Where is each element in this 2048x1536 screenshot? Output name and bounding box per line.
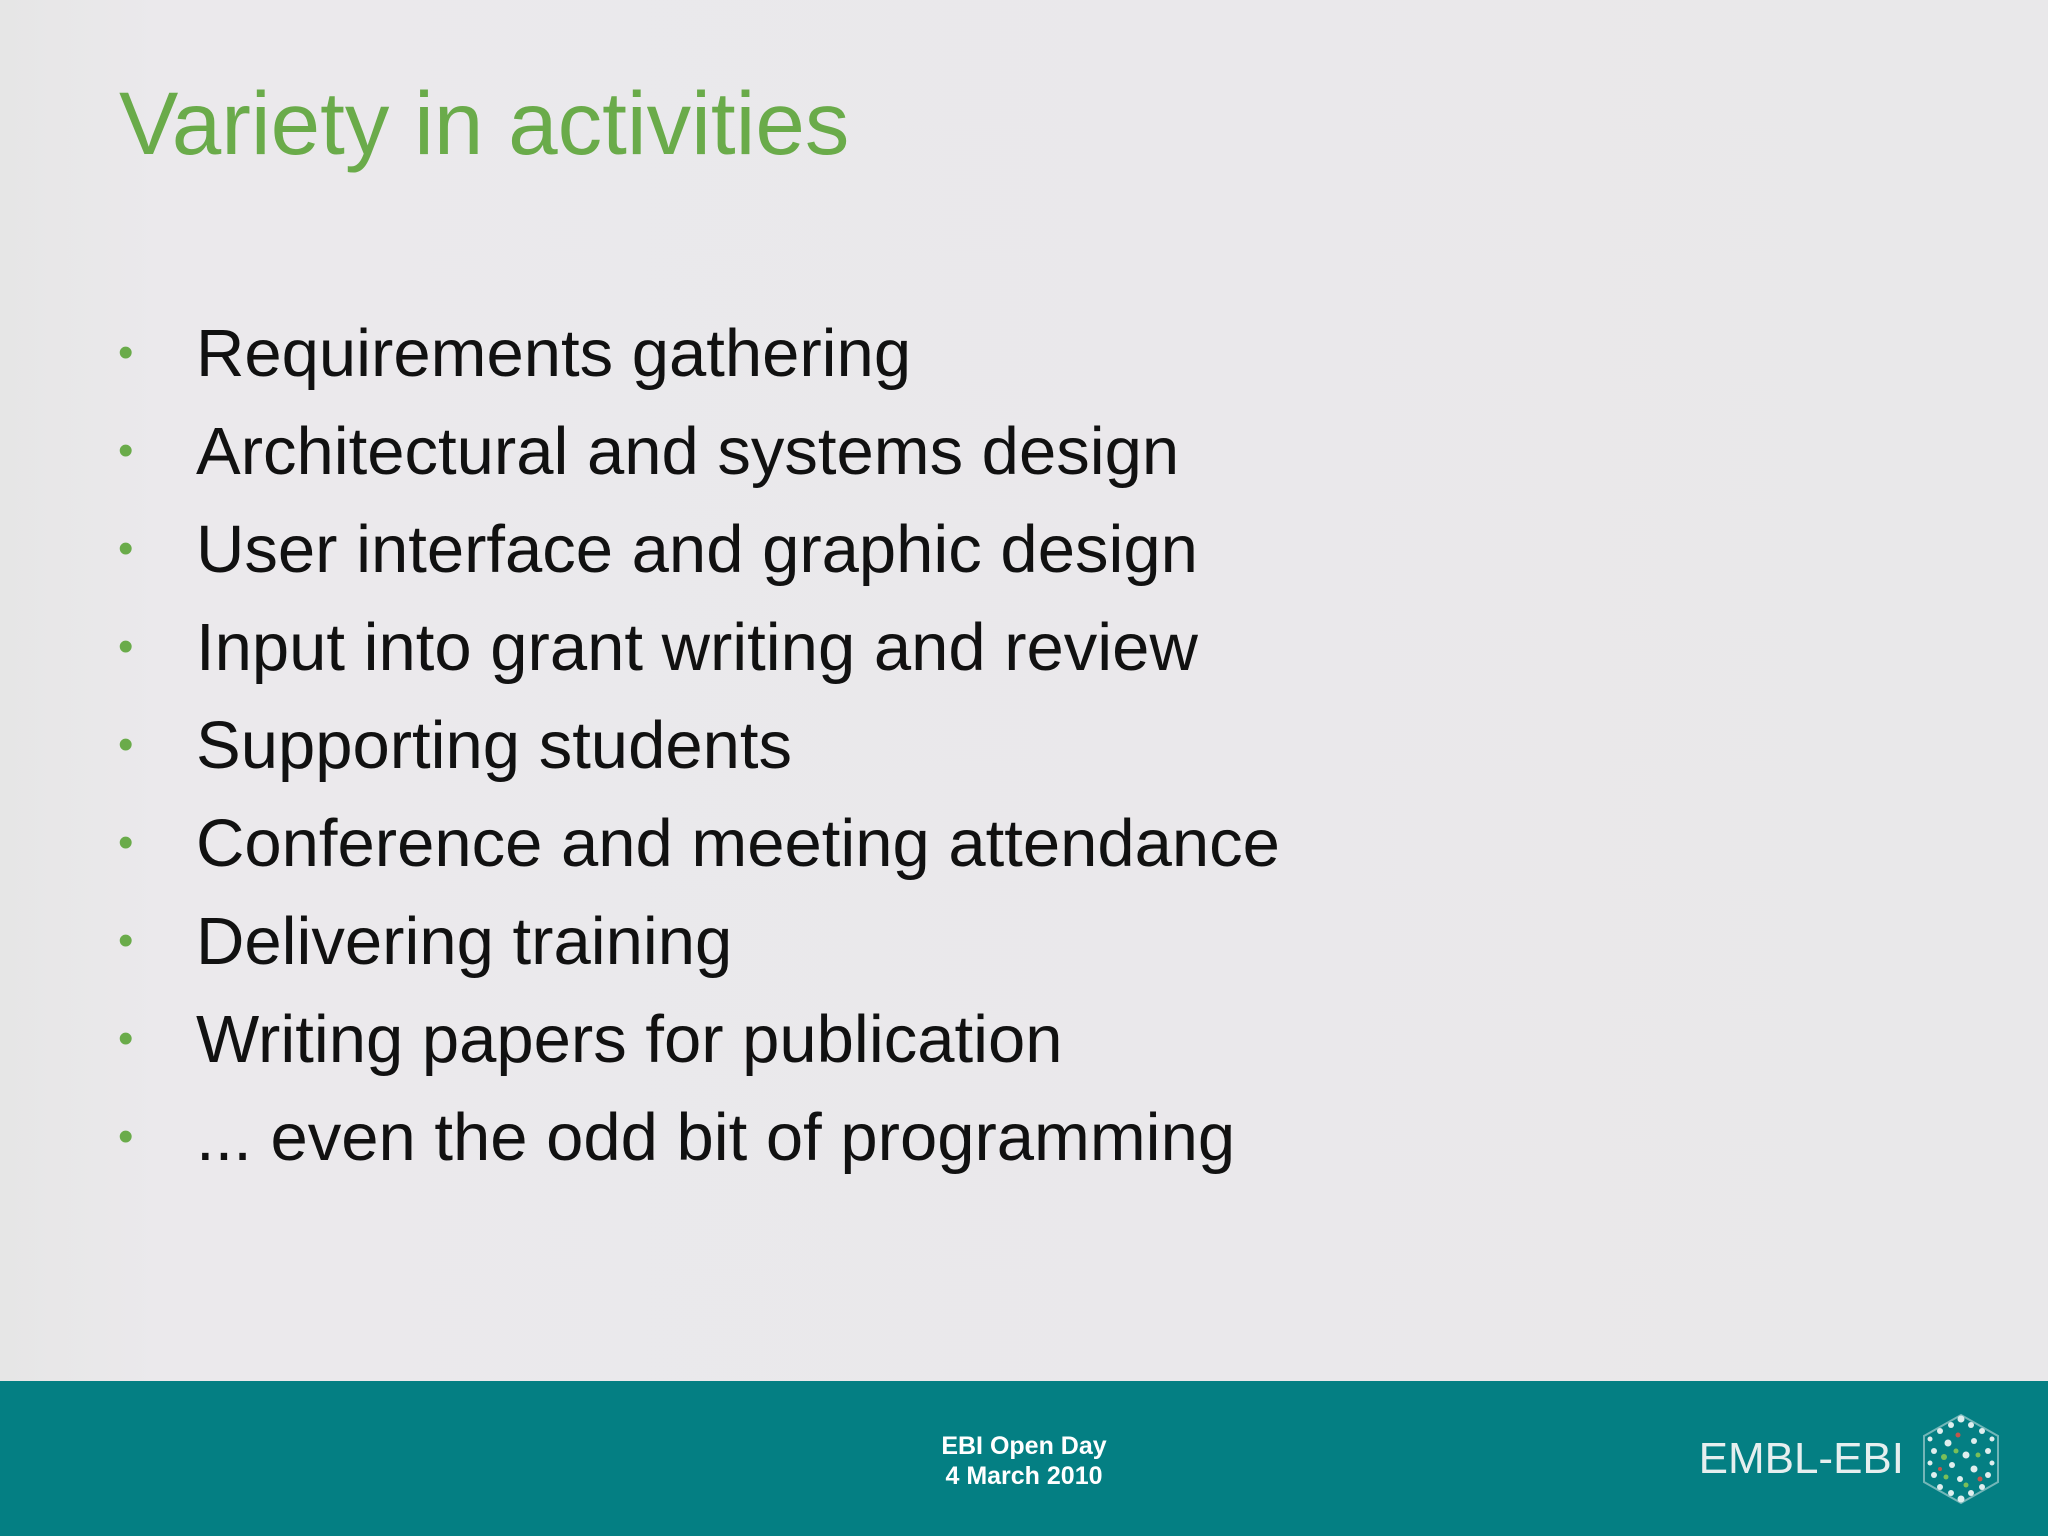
bullet-list: [118, 304, 1280, 1186]
footer-date: 4 March 2010: [945, 1462, 1103, 1490]
list-item: [118, 598, 1280, 696]
bullet-text: Writing papers for publication: [196, 1001, 1063, 1077]
bullet-icon: •: [118, 818, 134, 867]
bullet-text: Architectural and systems design: [196, 413, 1180, 489]
bullet-icon: •: [118, 622, 134, 671]
list-item: [118, 304, 1280, 402]
bullet-text: Delivering training: [196, 903, 733, 979]
embl-ebi-logo: [1699, 1411, 2004, 1507]
logo-text: EMBL-EBI: [1698, 1434, 1904, 1483]
bullet-icon: •: [118, 1014, 134, 1063]
list-item: [118, 696, 1280, 794]
bullet-icon: •: [118, 720, 134, 769]
footer-event: EBI Open Day: [941, 1432, 1107, 1460]
bullet-icon: •: [118, 524, 134, 573]
bullet-text: Supporting students: [196, 707, 792, 783]
list-item: [118, 1088, 1280, 1186]
list-item: [118, 892, 1280, 990]
bullet-text: Requirements gathering: [196, 315, 912, 391]
list-item: [118, 990, 1280, 1088]
bullet-text: User interface and graphic design: [196, 511, 1198, 587]
list-item: [118, 794, 1280, 892]
bullet-text: Conference and meeting attendance: [196, 805, 1280, 881]
bullet-text: ... even the odd bit of programming: [196, 1099, 1236, 1175]
bullet-text: Input into grant writing and review: [196, 609, 1198, 685]
bullet-icon: •: [118, 328, 134, 377]
footer-bar: [0, 1381, 2048, 1536]
list-item: [118, 500, 1280, 598]
bullet-icon: •: [118, 916, 134, 965]
list-item: [118, 402, 1280, 500]
embl-ebi-hexagon-icon: [1918, 1411, 2004, 1507]
bullet-icon: •: [118, 1112, 134, 1161]
bullet-icon: •: [118, 426, 134, 475]
slide-title: Variety in activities: [119, 73, 850, 173]
